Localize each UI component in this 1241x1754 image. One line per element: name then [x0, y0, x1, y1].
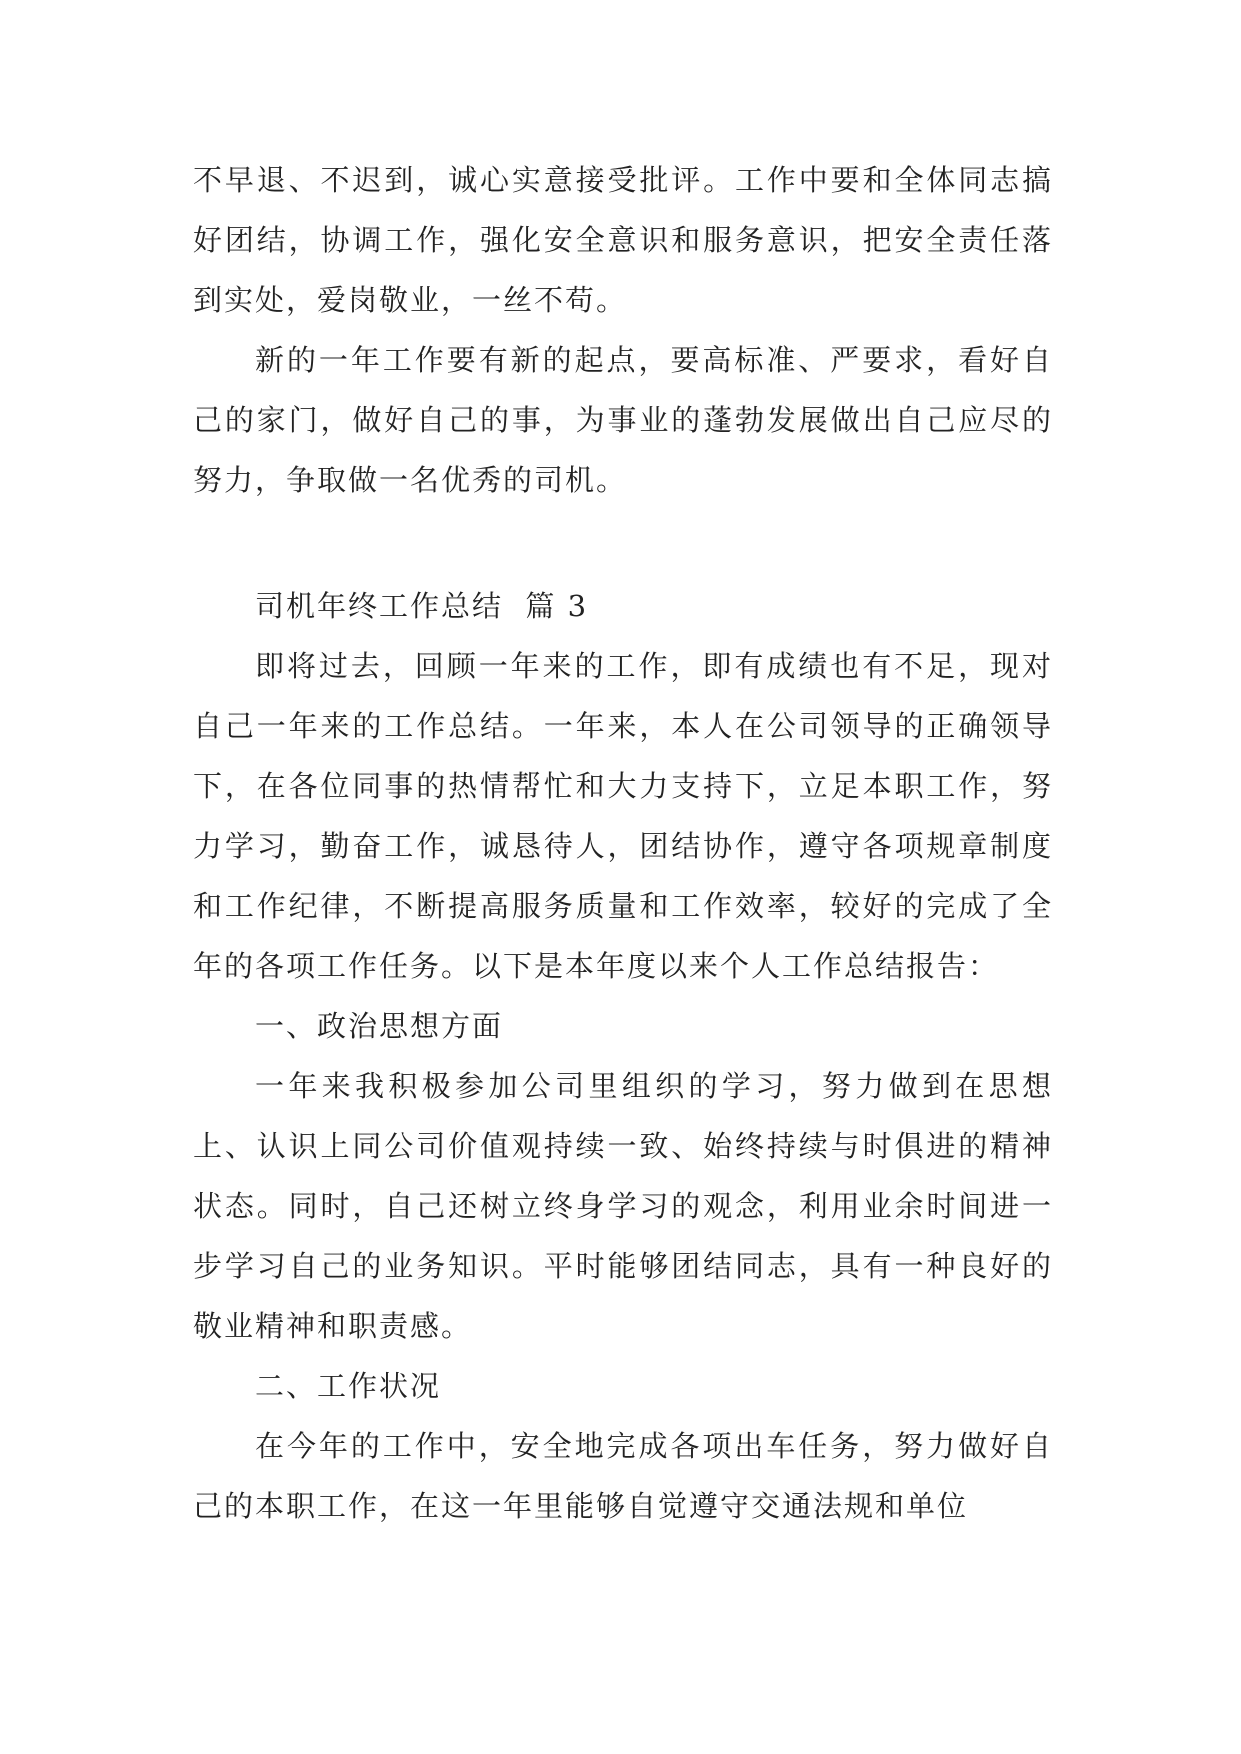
paragraph-closing: 新的一年工作要有新的起点，要高标准、严要求，看好自己的家门，做好自己的事，为事业的蓬勃发展做出自己应尽的努力，争取做一名优秀的司机。	[193, 343, 1053, 497]
subheading-politics: 一、政治思想方面	[255, 1009, 504, 1043]
paragraph-intro: 即将过去，回顾一年来的工作，即有成绩也有不足，现对自己一年来的工作总结。一年来，本人在公司领导的正确领导下，在各位同事的热情帮忙和大力支持下，立足本职工作，努力学习，勤奋工作，诚恳待人，团结协作，遵守各项规章制度和工作纪律，不断提高服务质量和工作效率，较好的完成了全年的各项工作任务。以下是本年度以来个人工作总结报告：	[193, 649, 1053, 983]
paragraph-politics: 一年来我积极参加公司里组织的学习，努力做到在思想上、认识上同公司价值观持续一致、始终持续与时俱进的精神状态。同时，自己还树立终身学习的观念，利用业余时间进一步学习自己的业务知识。平时能够团结同志，具有一种良好的敬业精神和职责感。	[193, 1069, 1053, 1343]
subheading-work: 二、工作状况	[255, 1369, 442, 1403]
section-spacer	[193, 510, 1053, 576]
section-title: 司机年终工作总结 篇 3	[255, 589, 589, 623]
document-body	[193, 150, 1053, 1536]
paragraph-continued: 不早退、不迟到，诚心实意接受批评。工作中要和全体同志搞好团结，协调工作，强化安全意识和服务意识，把安全责任落到实处，爱岗敬业，一丝不苟。	[193, 163, 1053, 317]
paragraph-work: 在今年的工作中，安全地完成各项出车任务，努力做好自己的本职工作，在这一年里能够自觉遵守交通法规和单位	[193, 1429, 1053, 1523]
